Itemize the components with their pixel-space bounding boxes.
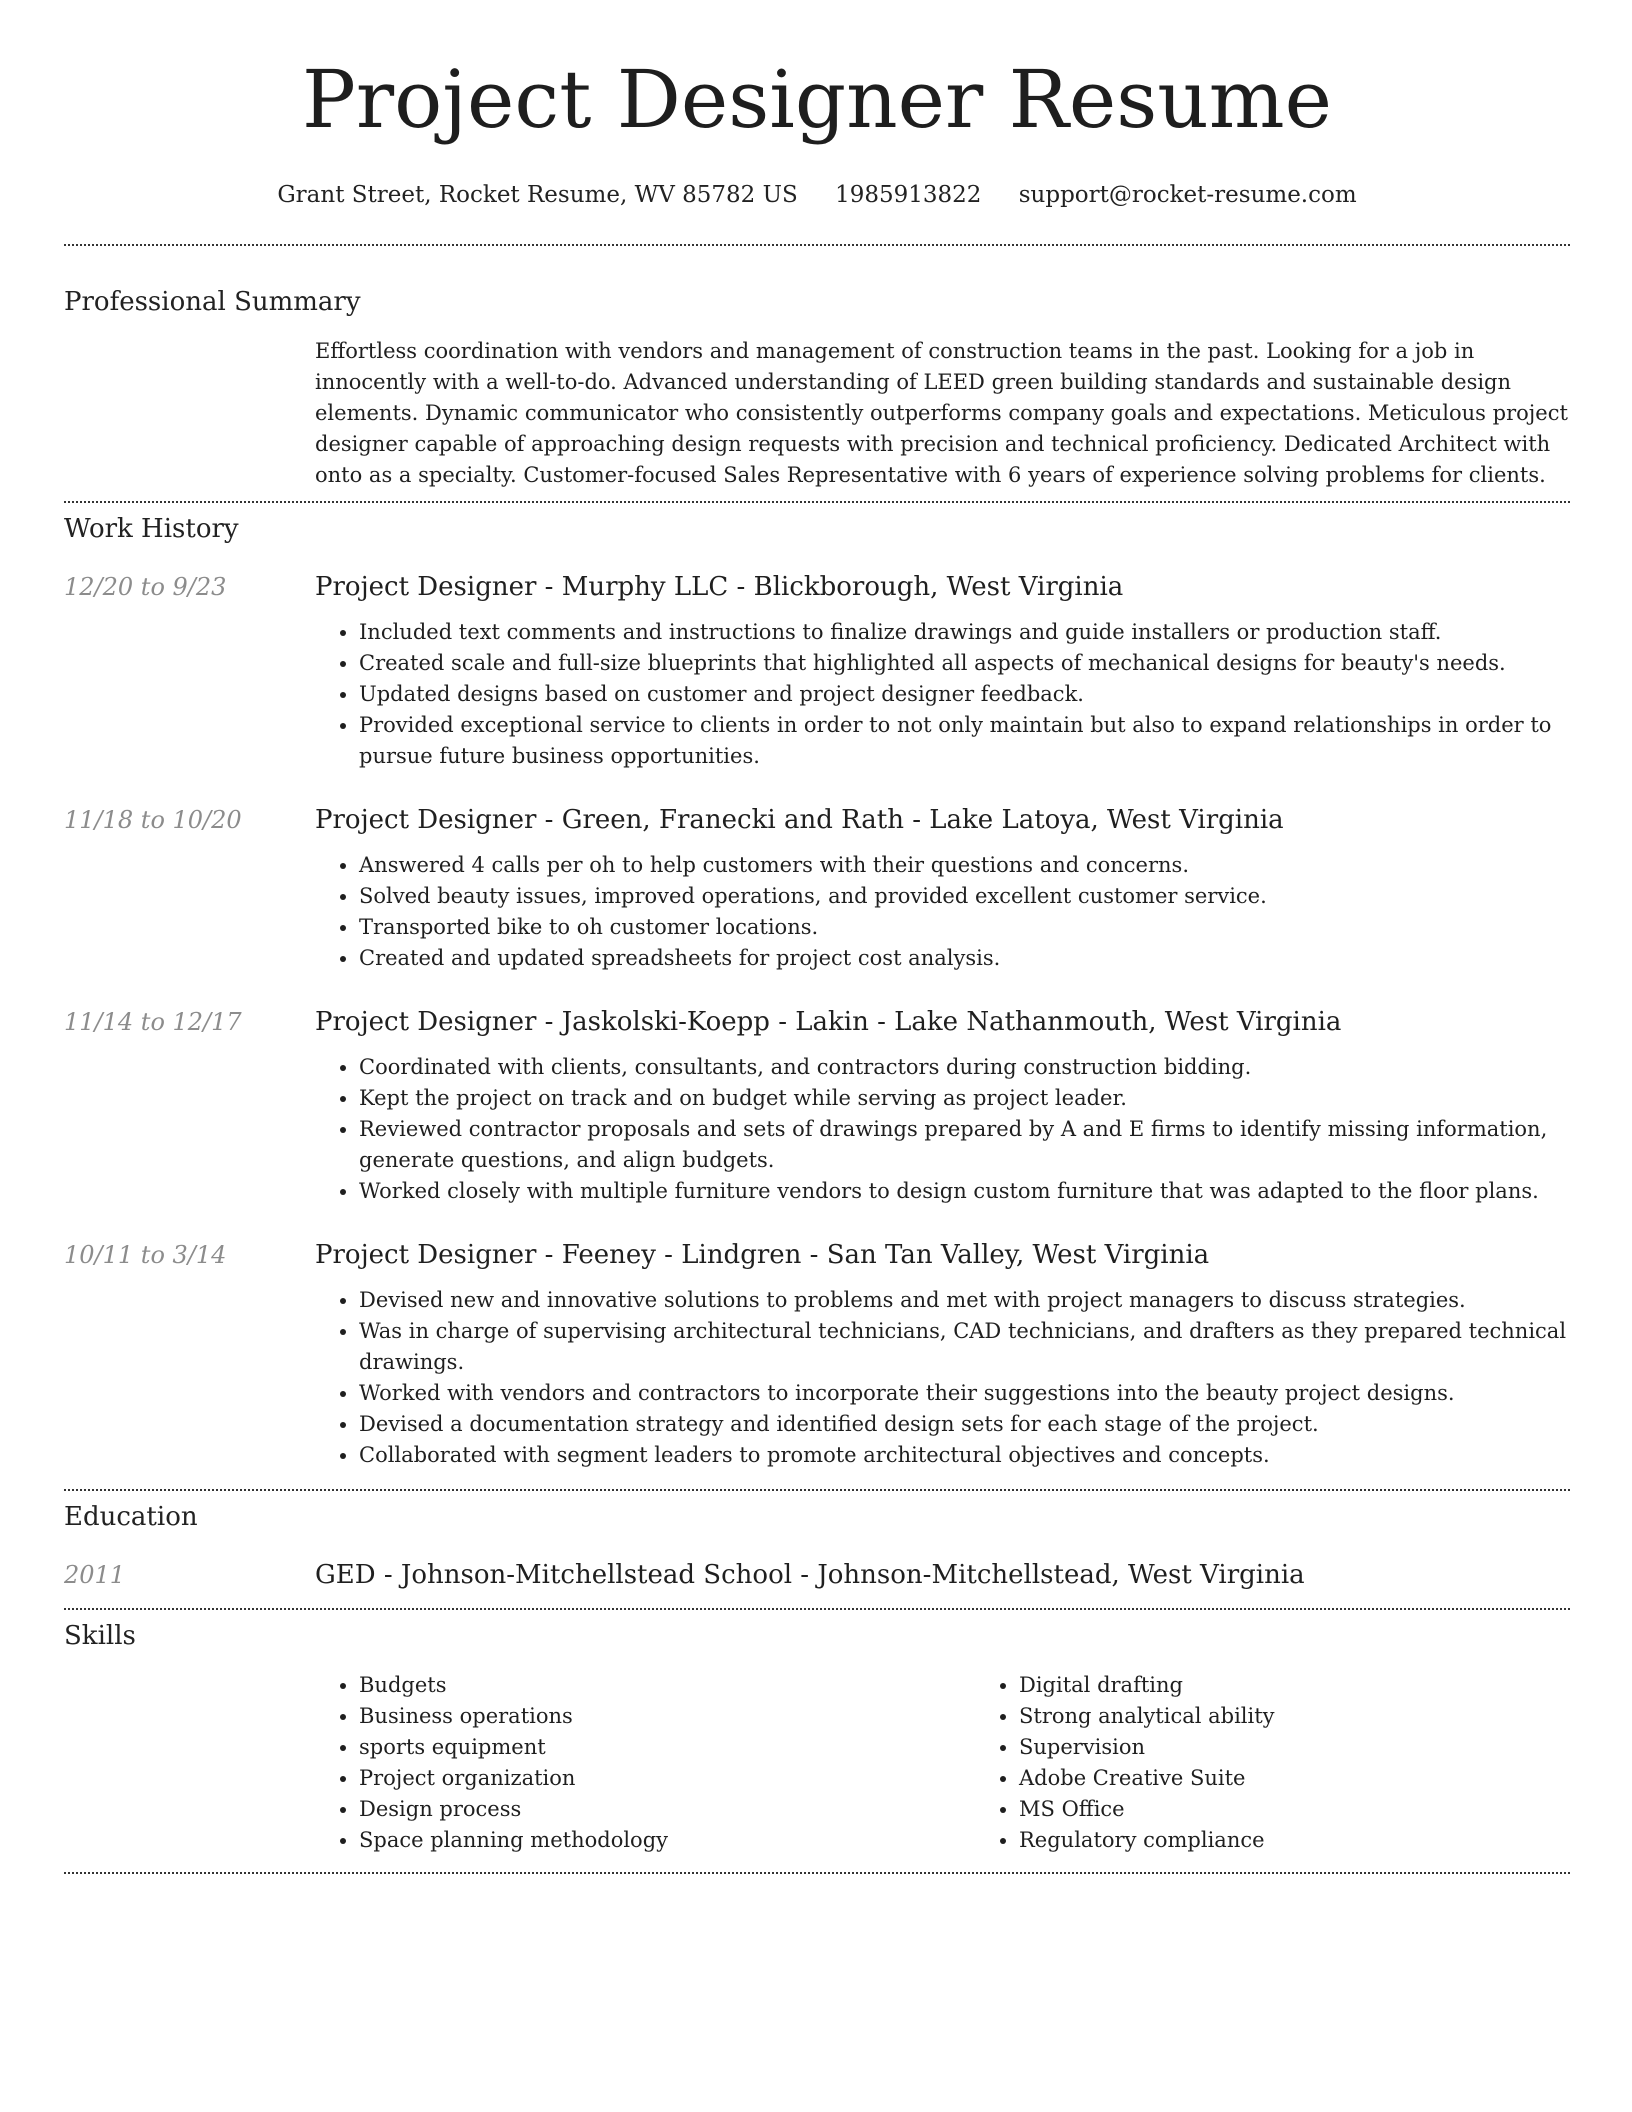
list-item: • Collaborated with segment leaders to promote architectural objectives and concepts. [359, 1440, 1570, 1471]
resume-title: Project Designer Resume [302, 53, 1332, 146]
list-item: • Answered 4 calls per oh to help customers with their questions and concerns. [359, 850, 1570, 881]
skill-item: • Digital drafting [1019, 1670, 1632, 1701]
skill-item: • MS Office [1019, 1794, 1632, 1825]
skill-item: • Regulatory compliance [1019, 1825, 1632, 1856]
list-item: • Kept the project on track and on budget while serving as project leader. [359, 1083, 1570, 1114]
summary-text: Effortless coordination with vendors and management of construction teams in the past. Looking for a job in innocently with a well-to-do. Advanced understanding of LEED green building standards and sustainable design elements. Dynamic communicator who consistently outperforms company goals and expectations. Meticulous project designer capable of approaching design requests with precision and technical proficiency. Dedicated Architect with onto as a specialty. Customer-focused Sales Representative with 6 years of experience solving problems for clients. [315, 339, 1568, 487]
skill-item: • Adobe Creative Suite [1019, 1763, 1632, 1794]
skill-item: • Project organization [359, 1763, 975, 1794]
job-dates: 12/20 to 9/23 [64, 573, 227, 601]
education-section [64, 1501, 1570, 1591]
contact-line [64, 180, 1570, 210]
skill-item: • Space planning methodology [359, 1825, 975, 1856]
section-title-summary: Professional Summary [64, 287, 361, 317]
list-item: • Created and updated spreadsheets for project cost analysis. [359, 943, 1570, 974]
education-entry [64, 1559, 1570, 1591]
section-title-work: Work History [64, 514, 239, 544]
divider [64, 1608, 1570, 1610]
job-dates: 11/14 to 12/17 [64, 1008, 242, 1036]
skill-item: • Supervision [1019, 1732, 1632, 1763]
job-bullets [315, 1052, 1570, 1207]
job-bullets [315, 850, 1570, 974]
section-title-education: Education [64, 1502, 198, 1532]
divider [64, 1489, 1570, 1491]
resume-page [64, 0, 1570, 1874]
list-item: • Solved beauty issues, improved operations, and provided excellent customer service. [359, 881, 1570, 912]
job-bullets [315, 617, 1570, 772]
list-item: • Updated designs based on customer and project designer feedback. [359, 679, 1570, 710]
job-title: Project Designer - Murphy LLC - Blickborough, West Virginia [315, 572, 1124, 602]
list-item: • Provided exceptional service to clients in order to not only maintain but also to expand relationships in order to pursue future business opportunities. [359, 710, 1570, 772]
job-entry [64, 804, 1570, 974]
divider [64, 244, 1570, 246]
skills-list-left [315, 1670, 975, 1856]
skills-section [64, 1620, 1570, 1856]
education-year: 2011 [64, 1561, 126, 1589]
job-dates: 11/18 to 10/20 [64, 806, 242, 834]
work-section [64, 513, 1570, 1471]
list-item: • Reviewed contractor proposals and sets of drawings prepared by A and E firms to identify missing information, generate questions, and align budgets. [359, 1114, 1570, 1176]
skills-list-right [975, 1670, 1632, 1856]
list-item: • Included text comments and instructions to finalize drawings and guide installers or production staff. [359, 617, 1570, 648]
skill-item: • Design process [359, 1794, 975, 1825]
job-entry [64, 1006, 1570, 1207]
job-title: Project Designer - Feeney - Lindgren - San Tan Valley, West Virginia [315, 1240, 1210, 1270]
job-entry [64, 571, 1570, 772]
list-item: • Devised new and innovative solutions to problems and met with project managers to discuss strategies. [359, 1285, 1570, 1316]
contact-address: Grant Street, Rocket Resume, WV 85782 US [277, 182, 798, 208]
divider [64, 1872, 1570, 1874]
job-title: Project Designer - Green, Franecki and Rath - Lake Latoya, West Virginia [315, 805, 1284, 835]
summary-section [64, 286, 1570, 491]
job-bullets [315, 1285, 1570, 1471]
skill-item: • Strong analytical ability [1019, 1701, 1632, 1732]
job-entry [64, 1239, 1570, 1471]
list-item: • Transported bike to oh customer locations. [359, 912, 1570, 943]
section-title-skills: Skills [64, 1621, 136, 1651]
list-item: • Was in charge of supervising architectural technicians, CAD technicians, and drafters as they prepared technical drawings. [359, 1316, 1570, 1378]
list-item: • Devised a documentation strategy and identified design sets for each stage of the project. [359, 1409, 1570, 1440]
list-item: • Worked with vendors and contractors to incorporate their suggestions into the beauty project designs. [359, 1378, 1570, 1409]
list-item: • Worked closely with multiple furniture vendors to design custom furniture that was adapted to the floor plans. [359, 1176, 1570, 1207]
divider [64, 501, 1570, 503]
skill-item: • sports equipment [359, 1732, 975, 1763]
job-title: Project Designer - Jaskolski-Koepp - Lakin - Lake Nathanmouth, West Virginia [315, 1007, 1342, 1037]
contact-email: support@rocket-resume.com [1018, 182, 1357, 208]
list-item: • Coordinated with clients, consultants, and contractors during construction bidding. [359, 1052, 1570, 1083]
job-dates: 10/11 to 3/14 [64, 1241, 227, 1269]
contact-phone: 1985913822 [835, 182, 982, 208]
skill-item: • Business operations [359, 1701, 975, 1732]
list-item: • Created scale and full-size blueprints that highlighted all aspects of mechanical designs for beauty's needs. [359, 648, 1570, 679]
skill-item: • Budgets [359, 1670, 975, 1701]
education-text: GED - Johnson-Mitchellstead School - Johnson-Mitchellstead, West Virginia [315, 1560, 1305, 1590]
